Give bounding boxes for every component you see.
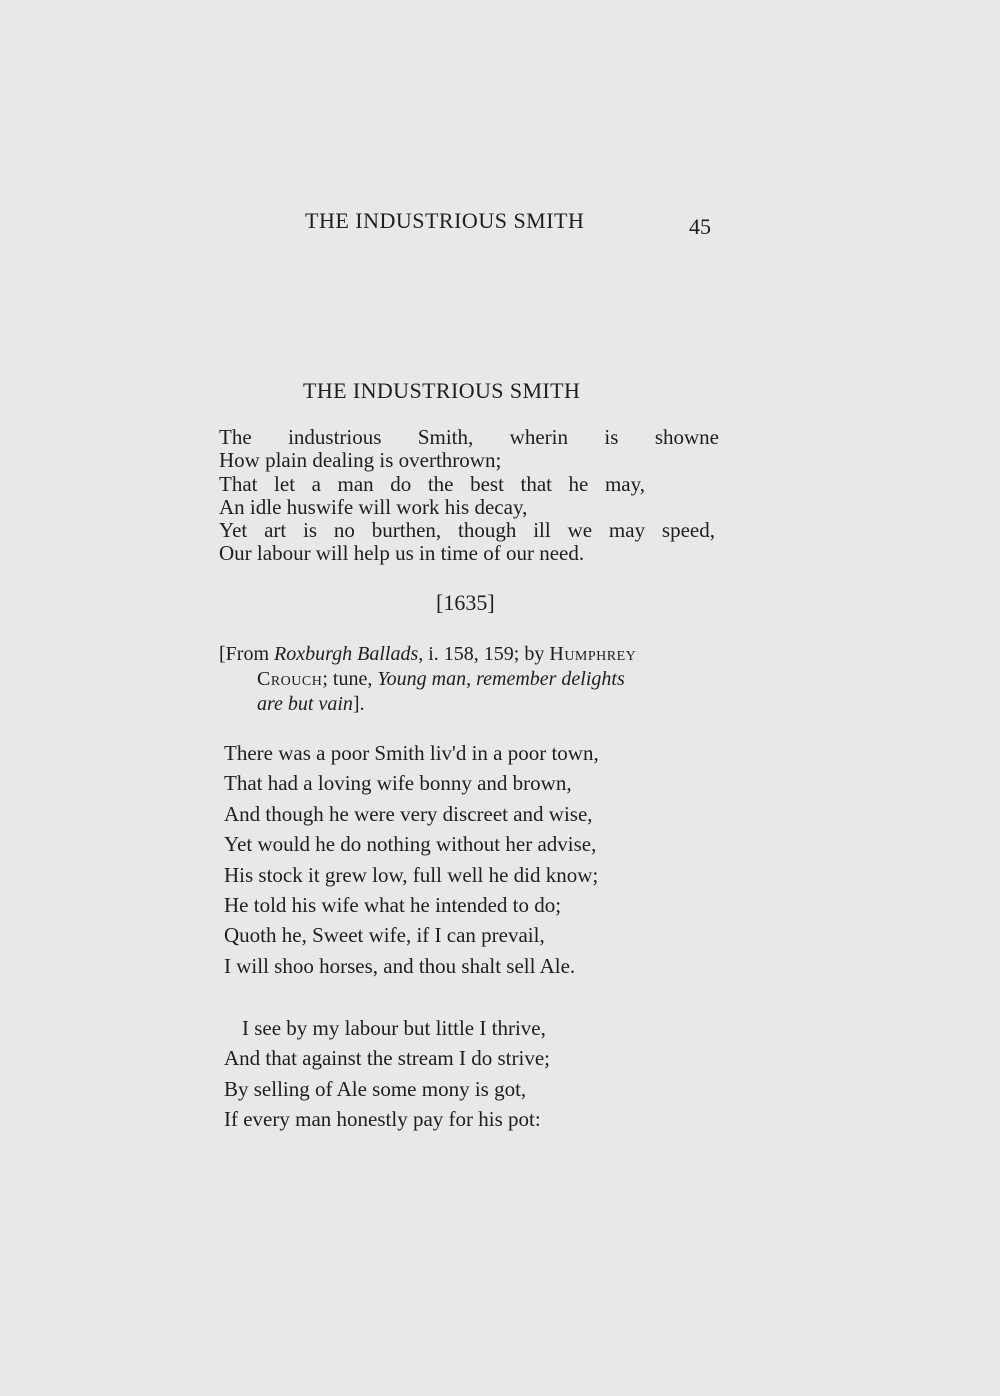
verse-line: His stock it grew low, full well he did know; [224,862,599,887]
verse-line: I will shoo horses, and thou shalt sell Ale. [224,953,576,978]
running-head-title: THE INDUSTRIOUS SMITH [305,208,585,233]
tune-title: Young man, remember delights [377,668,625,690]
author-name: Crouch [257,668,323,690]
subtitle-line: Yet art is no burthen, though ill we may speed, [219,518,715,543]
subtitle-line: That let a man do the best that he may, [219,471,645,496]
source-note [219,642,719,717]
verse-line: By selling of Ale some mony is got, [224,1076,527,1101]
stanza [224,1013,550,1135]
verse-line: If every man honestly pay for his pot: [224,1107,541,1132]
verse-line: That had a loving wife bonny and brown, [224,771,572,796]
subtitle-line: The industrious Smith, wherin is showne [219,425,719,449]
verse-line: And though he were very discreet and wise, [224,801,593,826]
page-number: 45 [689,214,711,239]
source-note-line: are but vain]. [257,693,365,715]
verse-line: I see by my labour but little I thrive, [242,1016,546,1040]
author-name: Humphrey [549,643,637,665]
tune-title: are but vain [257,693,353,715]
source-note-line: [From Roxburgh Ballads, i. 158, 159; by Humphrey [219,643,637,665]
verse-line: There was a poor Smith liv'd in a poor town, [224,741,599,765]
poem-date: [1635] [436,590,495,615]
stanza [224,738,599,981]
verse-line: Yet would he do nothing without her advise, [224,832,597,857]
verse-line: And that against the stream I do strive; [224,1046,551,1071]
subtitle-line: How plain dealing is overthrown; [219,448,502,473]
poem-title: THE INDUSTRIOUS SMITH [303,378,581,403]
source-work-title: Roxburgh Ballads [274,643,419,665]
source-note-line: Crouch; tune, Young man, remember delights [257,668,625,690]
poem-subtitle [219,426,719,566]
subtitle-line: Our labour will help us in time of our need. [219,541,585,566]
verse-line: Quoth he, Sweet wife, if I can prevail, [224,923,545,948]
subtitle-line: An idle huswife will work his decay, [219,494,528,519]
verse-line: He told his wife what he intended to do; [224,893,562,918]
